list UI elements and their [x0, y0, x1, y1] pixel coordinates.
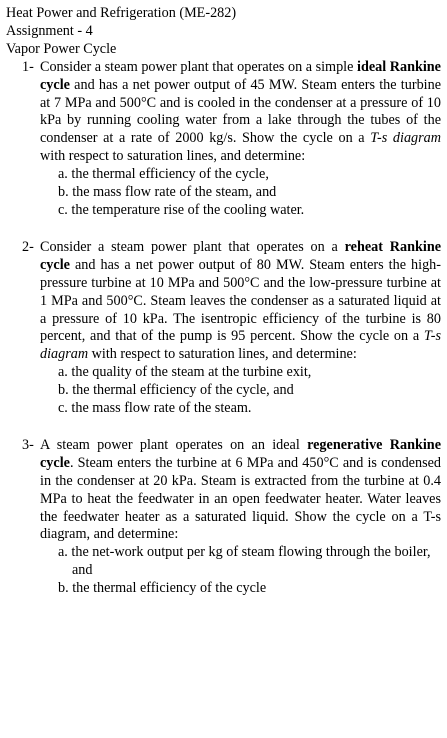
sub-question: b. the thermal efficiency of the cycle [58, 580, 267, 597]
question-number: 1- [22, 58, 34, 75]
question-2 [6, 239, 441, 418]
assignment-label: Assignment - 4 [6, 22, 93, 39]
sub-question: c. the mass flow rate of the steam. [58, 400, 252, 417]
sub-question-list [40, 166, 441, 220]
sub-question: c. the temperature rise of the cooling water. [58, 201, 305, 218]
sub-question-list [40, 364, 441, 418]
sub-question: a. the net-work output per kg of steam flowing through the boiler, and [58, 544, 431, 579]
question-3 [6, 437, 441, 598]
sub-question: b. the mass flow rate of the steam, and [58, 184, 277, 201]
cycle-type-emphasis: reheat Rankine cycle [40, 238, 442, 273]
topic-heading: Vapor Power Cycle [6, 40, 117, 57]
ts-diagram-emphasis: T-s diagram [370, 130, 441, 147]
cycle-type-emphasis: ideal Rankine cycle [40, 58, 441, 93]
sub-question: a. the quality of the steam at the turbine exit, [58, 364, 312, 381]
question-text: Consider a steam power plant that operates on a reheat Rankine cycle and has a net power output of 80 MW. Steam enters the high-pressure turbine at 10 MPa and 500°C and the low-pressure turbine at 1 MPa and 500°C. Steam leaves the condenser as a saturated liquid at a pressure of 10 kPa. The isentropic efficiency of the turbine is 80 percent, and that of the pump is 95 percent. Show the cycle on a T-s diagram with respect to saturation lines, and determine: [40, 238, 442, 363]
question-text: A steam power plant operates on an ideal regenerative Rankine cycle. Steam enters the turbine at 6 MPa and 450°C and is condensed in the condenser at 20 kPa. Steam is extracted from the turbine at 0.4 MPa to heat the feedwater in an open feedwater heater. Water leaves the feedwater heater as a saturated liquid. Show the cycle on a T-s diagram, and determine: [40, 436, 441, 543]
course-title: Heat Power and Refrigeration (ME-282) [6, 5, 237, 21]
question-1 [6, 59, 441, 220]
sub-question: b. the thermal efficiency of the cycle, and [58, 382, 294, 399]
sub-question: a. the thermal efficiency of the cycle, [58, 166, 269, 183]
sub-question-list [40, 544, 441, 598]
question-text: Consider a steam power plant that operates on a simple ideal Rankine cycle and has a net power output of 45 MW. Steam enters the turbine at 7 MPa and 500°C and is cooled in the condenser at a pressure of 10 kPa by running cooling water from a lake through the tubes of the condenser at a rate of 2000 kg/s. Show the cycle on a T-s diagram with respect to saturation lines, and determine: [40, 58, 441, 165]
question-number: 3- [22, 436, 34, 453]
question-number: 2- [22, 238, 34, 255]
cycle-type-emphasis: regenerative Rankine cycle [40, 436, 441, 471]
ts-diagram-emphasis: T-s diagram [40, 328, 441, 363]
